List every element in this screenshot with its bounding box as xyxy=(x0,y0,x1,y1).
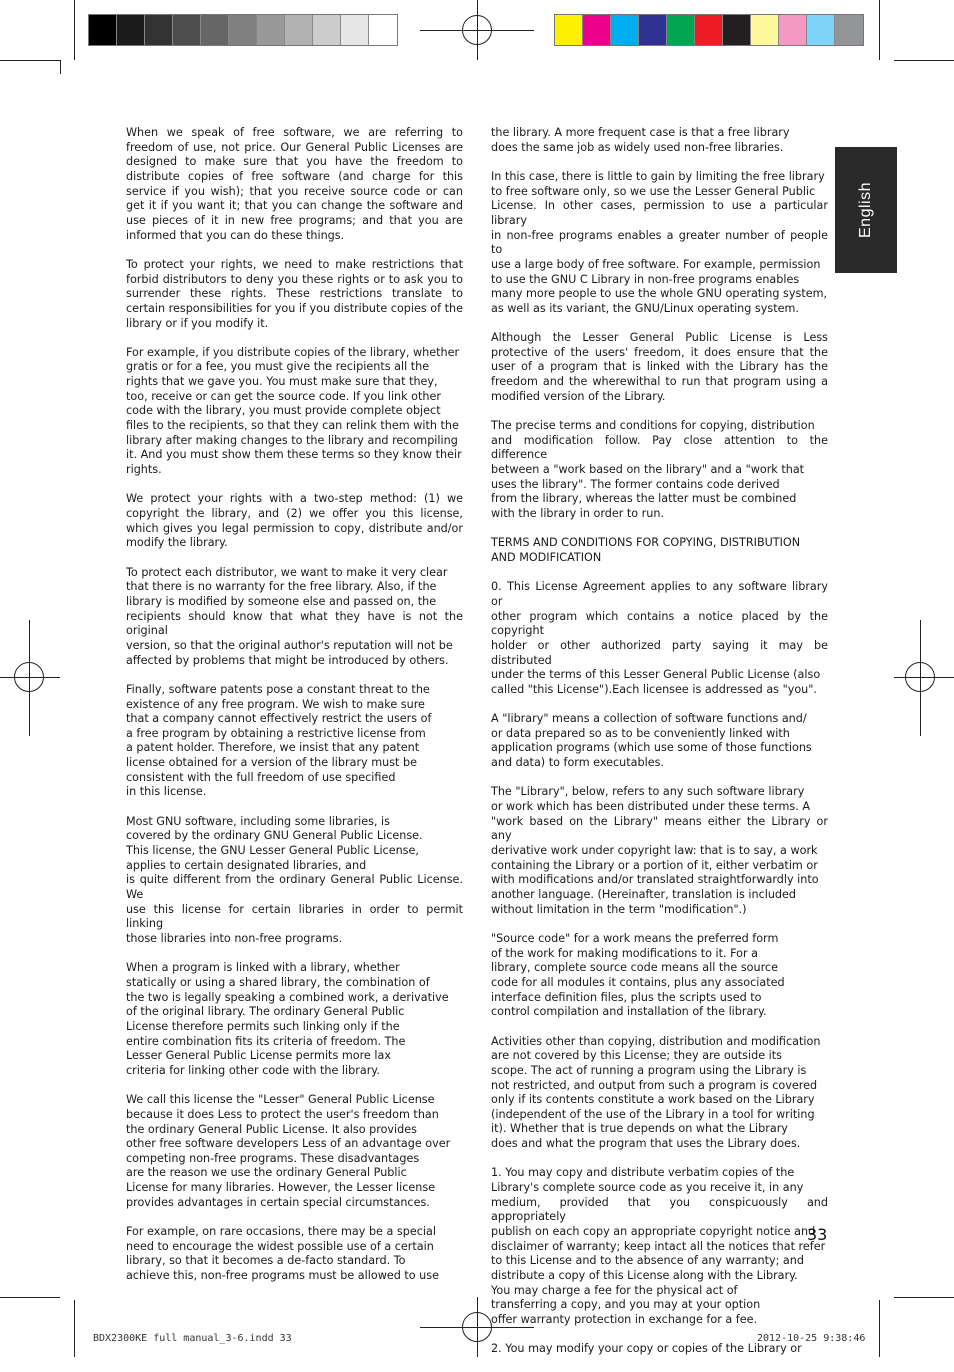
right-text-column xyxy=(491,126,828,1372)
paragraph: 2. You may modify your copy or copies of the Library or xyxy=(491,1342,802,1356)
paragraph: TERMS AND CONDITIONS FOR COPYING, DISTRIBUTION AND MODIFICATION xyxy=(491,536,801,564)
paragraph: the library. A more frequent case is that a free library does the same job as widely used non-free libraries. xyxy=(491,126,790,154)
crop-mark xyxy=(74,1300,75,1357)
paragraph: We protect your rights with a two-step method: (1) we copyright the library, and (2) we offer you this license, which gives you legal permission to copy, distribute and/or modify the library. xyxy=(126,492,463,550)
footer-timestamp: 2012-10-25 9:38:46 xyxy=(757,1333,866,1344)
color-swatch xyxy=(173,15,201,45)
paragraph: Finally, software patents pose a constant threat to the existence of any free program. We wish to make sure that a company cannot effectively restrict the users of a free program by obtaining a restrictive license from a patent holder. Therefore, we insist that any patent license obtained for a version of the library must be consistent with the full freedom of use specified in this license. xyxy=(126,682,432,799)
grayscale-swatch-bar xyxy=(88,14,398,46)
paragraph: In this case, there is little to gain by limiting the free library to free software only, so we use the Lesser General Public License. In other cases, permission to use a particular library in non-free programs enables a greater number of people to use a large body of free software. For example, permission to use the GNU C Library in non-free programs enables many more people to use the whole GNU operating system, as well as its variant, the GNU/Linux operating system. xyxy=(491,169,828,315)
registration-line xyxy=(920,620,921,736)
crop-mark xyxy=(60,60,61,74)
paragraph: We call this license the "Lesser" General Public License because it does Less to protect the user's freedom than the ordinary General Public License. It also provides other free software developers Less of an advantage over competing non-free programs. These disadvantages are the reason we use the ordinary General Public License for many libraries. However, the Lesser license provides advantages in certain special circumstances. xyxy=(126,1093,451,1209)
paragraph: The precise terms and conditions for copying, distribution and modification follow. Pay close attention to the difference between a "work based on the library" and a "work that uses the library". The former contains code derived from the library, whereas the latter must be combined with the library in order to run. xyxy=(491,419,828,521)
crop-mark xyxy=(0,60,60,61)
color-swatch xyxy=(639,15,667,45)
registration-line xyxy=(29,620,30,736)
paragraph: For example, if you distribute copies of the library, whether gratis or for a fee, you must give the recipients all the rights that we gave you. You must make sure that they, too, receive or can get the source code. If you link other code with the library, you must provide complete object files to the recipients, so that they can relink them with the library after making changes to the library and recompiling it. And you must show them these terms so they know their rights. xyxy=(126,345,462,477)
color-swatch xyxy=(201,15,229,45)
color-swatch xyxy=(723,15,751,45)
footer-file-info: BDX2300KE full manual_3-6.indd 33 xyxy=(93,1333,292,1344)
color-swatch xyxy=(695,15,723,45)
crop-mark xyxy=(894,1297,954,1298)
color-swatch xyxy=(313,15,341,45)
color-swatch xyxy=(807,15,835,45)
color-swatch xyxy=(145,15,173,45)
color-swatch xyxy=(555,15,583,45)
registration-line xyxy=(0,677,60,678)
paragraph: 1. You may copy and distribute verbatim copies of the Library's complete source code as you receive it, in any medium, provided that you conspicuously and appropriately publish on each copy an appropriate copyright notice and disclaimer of warranty; keep intact all the notices that refer to this License and to the absence of any warranty; and distribute a copy of this License along with the Library. You may charge a fee for the physical act of transferring a copy, and you may at your option offer warranty protection in exchange for a fee. xyxy=(491,1166,828,1326)
paragraph: When a program is linked with a library, whether statically or using a shared library, the combination of the two is legally speaking a combined work, a derivative of the original library. The ordinary General Public License therefore permits such linking only if the entire combination fits its criteria of freedom. The Lesser General Public License permits more lax criteria for linking other code with the library. xyxy=(126,961,449,1077)
crop-mark xyxy=(879,1300,880,1357)
paragraph: Although the Lesser General Public License is Less protective of the users' freedom, it does ensure that the user of a program that is linked with the Library has the freedom and the wherewithal to run that program using a modified version of the Library. xyxy=(491,331,828,403)
color-swatch xyxy=(369,15,397,45)
paragraph: A "library" means a collection of software functions and/ or data prepared so as to be conveniently linked with application programs (which use some of those functions and data) to form executables. xyxy=(491,712,812,770)
paragraph: To protect each distributor, we want to make it very clear that there is no warranty for the free library. Also, if the library is modified by someone else and passed on, the recipients should know that what they have is not the original version, so that the original author's reputation will not be affected by problems that might be introduced by others. xyxy=(126,565,463,667)
paragraph: For example, on rare occasions, there may be a special need to encourage the widest possible use of a certain library, so that it becomes a de-facto standard. To achieve this, non-free programs must be allowed to use xyxy=(126,1225,439,1283)
color-swatch xyxy=(611,15,639,45)
registration-line xyxy=(894,677,954,678)
paragraph: When we speak of free software, we are referring to freedom of use, not price. Our General Public Licenses are designed to make sure that you have the freedom to distribute copies of free software (and charge for this service if you wish); that you receive source code or can get it if you want it; that you can change the software and use pieces of it in new free programs; and that you are informed that you can do these things. xyxy=(126,126,463,242)
color-swatch xyxy=(257,15,285,45)
color-swatch xyxy=(583,15,611,45)
paragraph: "Source code" for a work means the preferred form of the work for making modifications to it. For a library, complete source code means all the source code for all modules it contains, plus any associated interface definition files, plus the scripts used to control compilation and installation of the library. xyxy=(491,931,785,1019)
color-swatch xyxy=(229,15,257,45)
paragraph: Activities other than copying, distribution and modification are not covered by this License; they are outside its scope. The act of running a program using the Library is not restricted, and output from such a program is covered only if its contents constitute a work based on the Library (independent of the use of the Library in a tool for writing it). Whether that is true depends on what the Library does and what the program that uses the Library does. xyxy=(491,1034,821,1151)
page-number: 33 xyxy=(807,1225,828,1244)
registration-line xyxy=(477,0,478,60)
registration-line xyxy=(477,1297,478,1357)
color-swatch xyxy=(285,15,313,45)
paragraph: 0. This License Agreement applies to any software library or other program which contains a notice placed by the copyright holder or other authorized party saying it may be distributed under the terms of this Lesser General Public License (also called "this License").Each licensee is addressed as "you". xyxy=(491,580,828,696)
color-swatch xyxy=(751,15,779,45)
crop-mark xyxy=(894,60,954,61)
crop-mark xyxy=(879,0,880,60)
paragraph: The "Library", below, refers to any such software library or work which has been distributed under these terms. A "work based on the Library" means either the Library or any derivative work under copyright law: that is to say, a work containing the Library or a portion of it, either verbatim or with modifications and/or translated straightforwardly into another language. (Hereinafter, translation is included without limitation in the term "modification".) xyxy=(491,785,828,916)
crop-mark xyxy=(0,1297,60,1298)
language-tab-label: English xyxy=(857,182,874,238)
color-swatch xyxy=(779,15,807,45)
color-swatch xyxy=(667,15,695,45)
language-tab xyxy=(835,147,897,273)
color-swatch xyxy=(117,15,145,45)
color-swatch xyxy=(89,15,117,45)
left-text-column xyxy=(126,126,463,1298)
color-swatch xyxy=(835,15,863,45)
paragraph: To protect your rights, we need to make restrictions that forbid distributors to deny you these rights or to ask you to surrender these rights. These restrictions translate to certain responsibilities for you if you distribute copies of the library or if you modify it. xyxy=(126,257,463,330)
crop-mark xyxy=(74,0,75,60)
color-swatch xyxy=(341,15,369,45)
color-swatch-bar xyxy=(554,14,864,46)
paragraph: Most GNU software, including some libraries, is covered by the ordinary GNU General Public License. This license, the GNU Lesser General Public License, applies to certain designated libraries, and is quite different from the ordinary General Public License. We use this license for certain libraries in order to permit linking those libraries into non-free programs. xyxy=(126,814,463,945)
